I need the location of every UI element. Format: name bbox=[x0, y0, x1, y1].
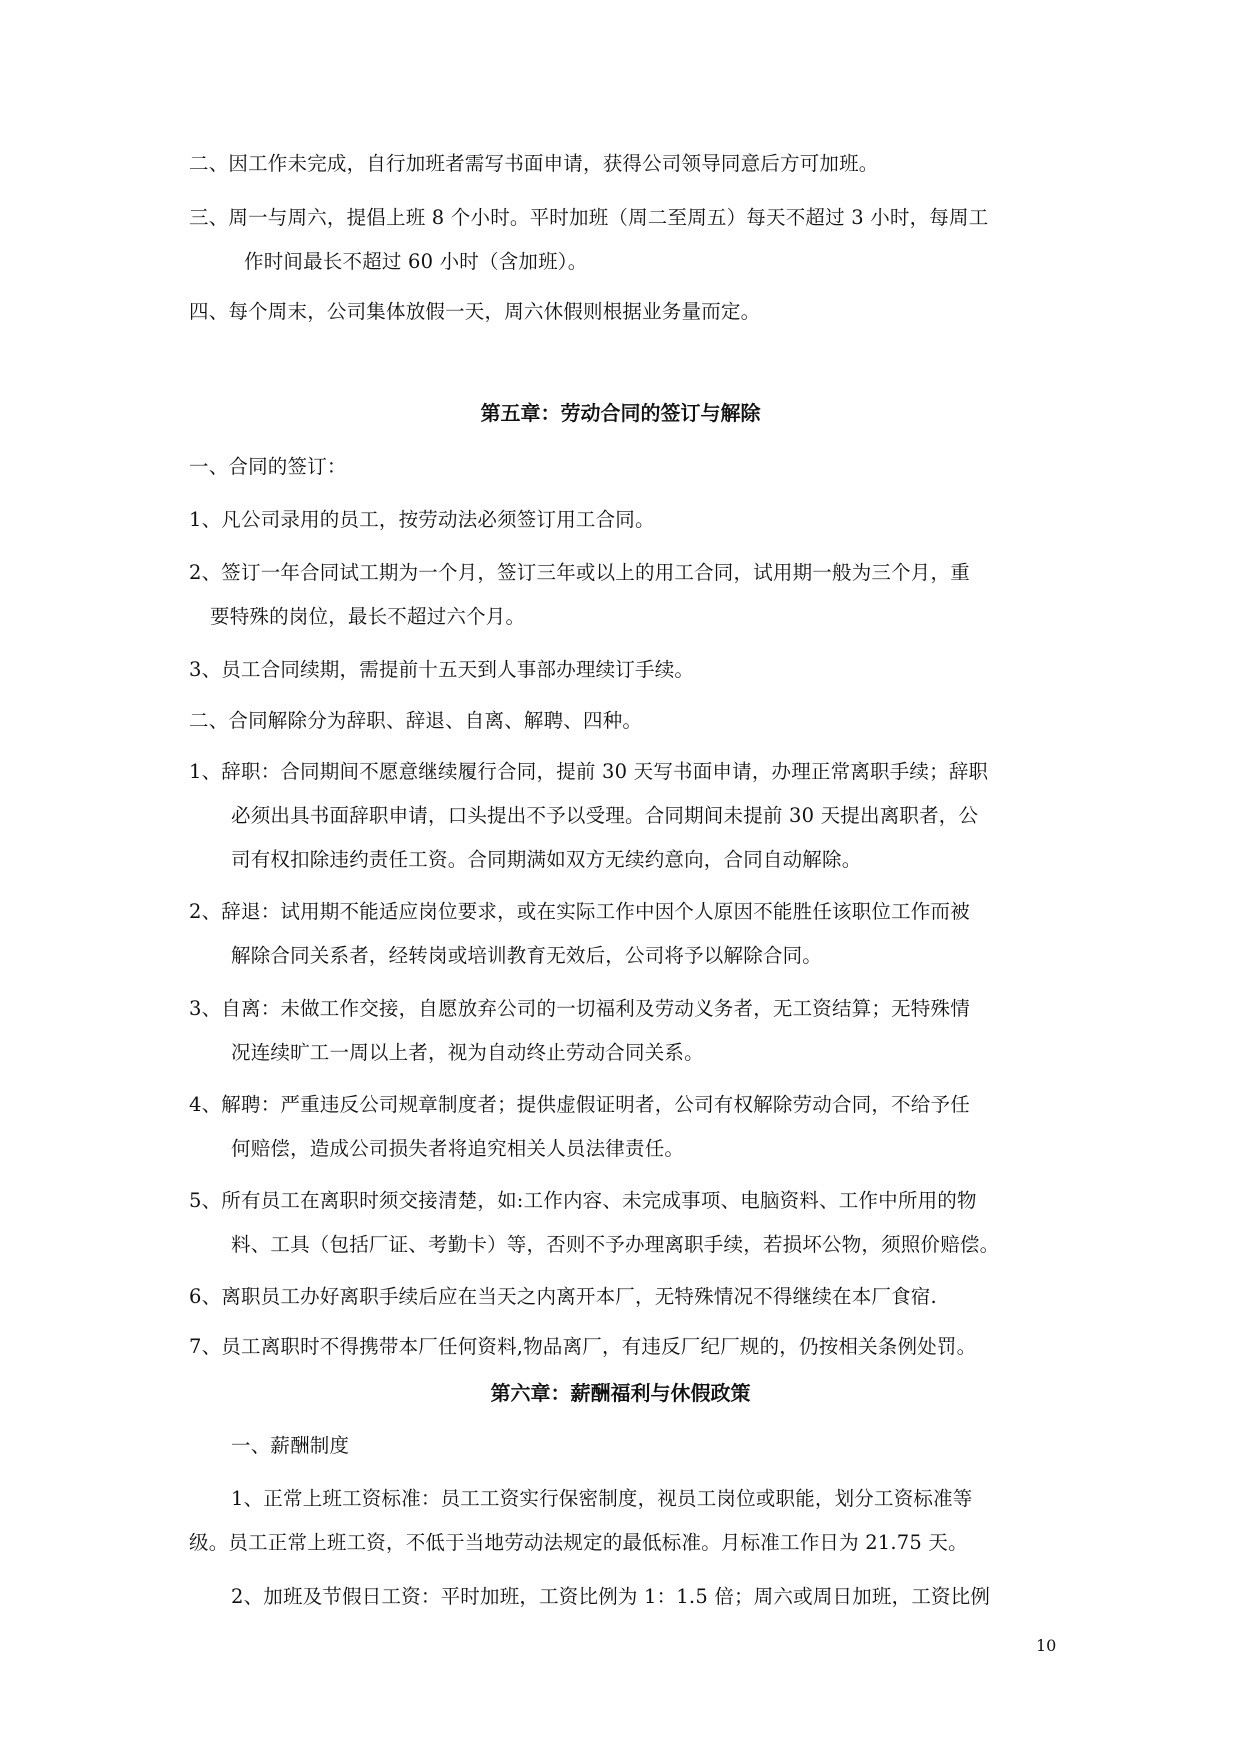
text-line: 解除合同关系者，经转岗或培训教育无效后，公司将予以解除合同。 bbox=[231, 944, 823, 967]
text-line: 一、合同的签订： bbox=[189, 455, 347, 478]
text-line: 要特殊的岗位，最长不超过六个月。 bbox=[210, 605, 526, 628]
text-line: 二、合同解除分为辞职、辞退、自离、解聘、四种。 bbox=[189, 709, 643, 732]
chapter-heading: 第六章：薪酬福利与休假政策 bbox=[490, 1381, 751, 1405]
text-line: 何赔偿，造成公司损失者将追究相关人员法律责任。 bbox=[231, 1137, 685, 1160]
text-line: 一、薪酬制度 bbox=[231, 1434, 350, 1457]
text-line: 6、离职员工办好离职手续后应在当天之内离开本厂，无特殊情况不得继续在本厂食宿. bbox=[189, 1285, 937, 1308]
text-line: 7、员工离职时不得携带本厂任何资料,物品离厂，有违反厂纪厂规的，仍按相关条例处罚。 bbox=[189, 1335, 977, 1358]
text-line: 2、加班及节假日工资：平时加班，工资比例为 1：1.5 倍；周六或周日加班，工资比例 bbox=[231, 1585, 991, 1608]
page-number: 10 bbox=[1036, 1636, 1057, 1655]
text-line: 3、员工合同续期，需提前十五天到人事部办理续订手续。 bbox=[189, 658, 695, 681]
text-line: 4、解聘：严重违反公司规章制度者；提供虚假证明者，公司有权解除劳动合同，不给予任 bbox=[189, 1093, 970, 1116]
text-line: 况连续旷工一周以上者，视为自动终止劳动合同关系。 bbox=[231, 1041, 704, 1064]
text-line: 1、正常上班工资标准：员工工资实行保密制度，视员工岗位或职能，划分工资标准等 bbox=[231, 1487, 973, 1510]
text-line: 级。员工正常上班工资，不低于当地劳动法规定的最低标准。月标准工作日为 21.75 天。 bbox=[189, 1531, 968, 1554]
text-line: 作时间最长不超过 60 小时（含加班）。 bbox=[244, 250, 588, 273]
text-line: 二、因工作未完成，自行加班者需写书面申请，获得公司领导同意后方可加班。 bbox=[189, 152, 879, 175]
text-line: 2、签订一年合同试工期为一个月，签订三年或以上的用工合同，试用期一般为三个月，重 bbox=[189, 561, 970, 584]
text-line: 1、凡公司录用的员工，按劳动法必须签订用工合同。 bbox=[189, 508, 655, 531]
text-line: 料、工具（包括厂证、考勤卡）等，否则不予办理离职手续，若损坏公物，须照价赔偿。 bbox=[231, 1233, 1000, 1256]
text-line: 2、辞退：试用期不能适应岗位要求，或在实际工作中因个人原因不能胜任该职位工作而被 bbox=[189, 900, 970, 923]
text-line: 必须出具书面辞职申请，口头提出不予以受理。合同期间未提前 30 天提出离职者，公 bbox=[231, 804, 979, 827]
text-line: 三、周一与周六，提倡上班 8 个小时。平时加班（周二至周五）每天不超过 3 小时，每周工 bbox=[189, 206, 989, 229]
chapter-heading: 第五章：劳动合同的签订与解除 bbox=[480, 401, 761, 425]
text-line: 四、每个周末，公司集体放假一天，周六休假则根据业务量而定。 bbox=[189, 300, 761, 323]
text-line: 司有权扣除违约责任工资。合同期满如双方无续约意向，合同自动解除。 bbox=[231, 848, 862, 871]
text-line: 5、所有员工在离职时须交接清楚，如:工作内容、未完成事项、电脑资料、工作中所用的物 bbox=[189, 1189, 977, 1212]
text-line: 3、自离：未做工作交接，自愿放弃公司的一切福利及劳动义务者，无工资结算；无特殊情 bbox=[189, 997, 970, 1020]
text-line: 1、辞职：合同期间不愿意继续履行合同，提前 30 天写书面申请，办理正常离职手续；辞职 bbox=[189, 760, 989, 783]
